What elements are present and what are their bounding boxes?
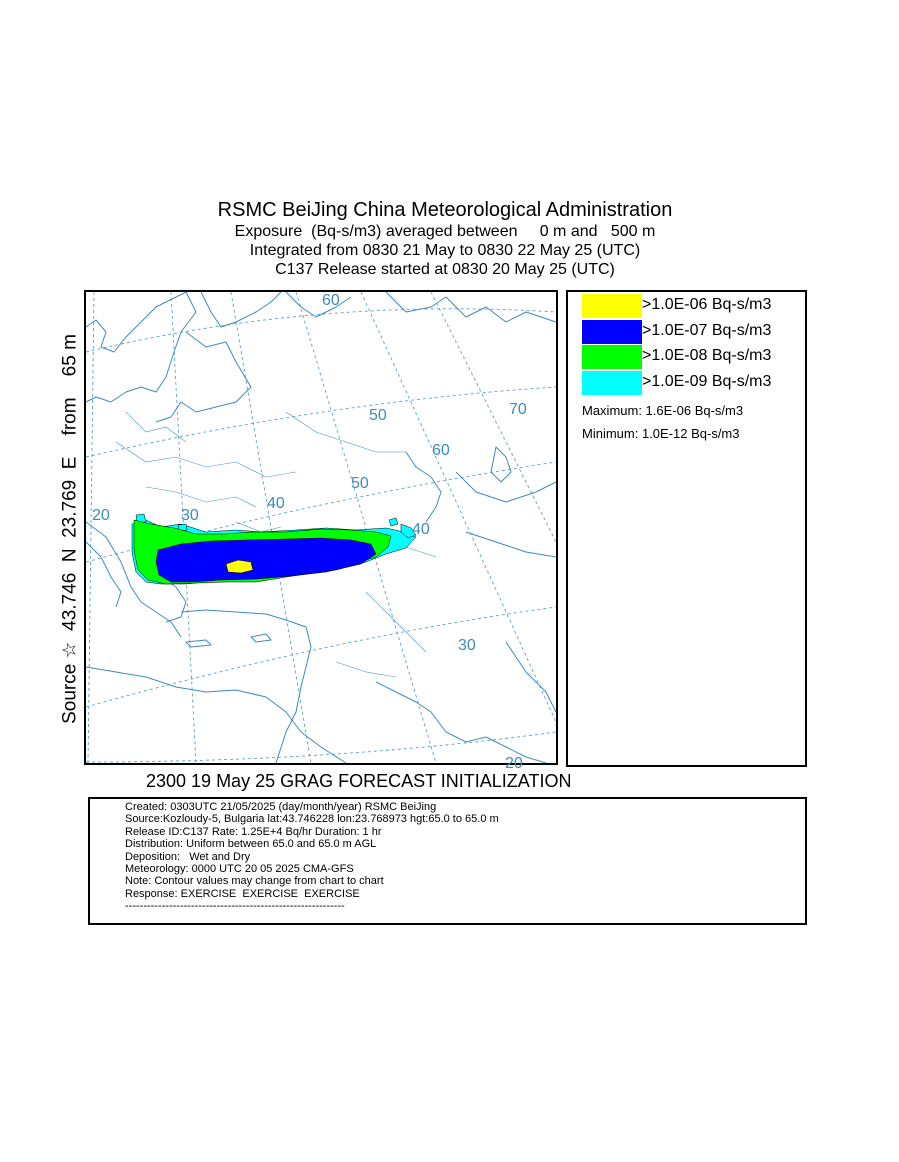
india-north: [506, 642, 556, 712]
run-info-box: [88, 797, 807, 925]
legend-item-1e-06: [582, 294, 802, 318]
grid-label-lon-20: 20: [92, 507, 110, 524]
source-location-label: Source ☆ 43.746 N 23.769 E from 65 m: [59, 334, 81, 724]
aral-sea: [491, 447, 511, 482]
legend-item-1e-09: [582, 371, 802, 395]
legend-minimum: Minimum: 1.0E-12 Bq-s/m3: [582, 426, 740, 441]
legend-swatch-blue: [582, 320, 642, 344]
longitude-line-70: [431, 292, 556, 542]
africa-north: [86, 667, 286, 712]
legend-swatch-green: [582, 345, 642, 369]
barents-coast: [386, 292, 556, 322]
info-distribution: Distribution: Uniform between 65.0 and 65.0 m AGL: [125, 838, 377, 851]
legend-item-1e-08: [582, 345, 802, 369]
legend-panel: [566, 290, 807, 767]
white-sea: [286, 292, 351, 317]
info-deposition: Deposition: Wet and Dry: [125, 850, 251, 863]
grid-label-lat-40: 40: [267, 495, 285, 512]
map-canvas: [86, 292, 556, 772]
legend-swatch-cyan: [582, 371, 642, 395]
grid-label-lat-30: 30: [458, 637, 476, 654]
legend-label: >1.0E-07 Bq-s/m3: [642, 322, 772, 339]
legend-swatch-yellow: [582, 294, 642, 318]
main-title: RSMC BeiJing China Meteorological Administration: [217, 199, 673, 221]
latitude-line-60: [86, 309, 556, 352]
legend-label: >1.0E-06 Bq-s/m3: [642, 296, 772, 313]
caspian-north: [406, 452, 441, 522]
info-release: Release ID:C137 Rate: 1.25E+4 Bq/hr Duration: 1 hr: [125, 825, 382, 838]
source-location-label-container: [56, 290, 84, 768]
info-response: Response: EXERCISE EXERCISE EXERCISE: [125, 887, 360, 900]
chart-header: [84, 198, 806, 279]
longitude-line-40: [231, 292, 311, 763]
release-line: C137 Release started at 0830 20 May 25 (UTC): [275, 261, 615, 278]
grid-label-lon-70: 70: [509, 401, 527, 418]
dispersion-map: [84, 290, 558, 772]
grid-label-lat-40-east: 40: [412, 521, 430, 538]
cyprus: [251, 634, 271, 642]
grid-label-lon-30: 30: [181, 507, 199, 524]
exposure-line: Exposure (Bq-s/m3) averaged between 0 m and 500 m: [234, 223, 656, 240]
forecast-initialization-label: 2300 19 May 25 GRAG FORECAST INITIALIZATION: [146, 771, 572, 791]
integration-line: Integrated from 0830 21 May to 0830 22 May 25 (UTC): [249, 242, 641, 259]
legend-item-1e-07: [582, 320, 802, 344]
longitude-line-60: [361, 292, 556, 722]
central-asia: [456, 472, 556, 557]
italy: [86, 542, 121, 607]
info-meteorology: Meteorology: 0000 UTC 20 05 2025 CMA-GFS: [125, 863, 354, 876]
levant-coast: [276, 627, 311, 763]
legend-label: >1.0E-08 Bq-s/m3: [642, 347, 772, 364]
info-source: Source:Kozloudy-5, Bulgaria lat:43.746228 lon:23.768973 hgt:65.0 to 65.0 m: [125, 813, 499, 826]
grid-label-lat-20: 20: [505, 755, 523, 772]
grid-label-lon-50: 50: [351, 475, 369, 492]
latitude-line-30: [86, 607, 556, 707]
legend-maximum: Maximum: 1.6E-06 Bq-s/m3: [582, 403, 744, 418]
info-note: Note: Contour values may change from chart to chart: [125, 875, 384, 888]
persian-gulf: [376, 682, 486, 742]
grid-label-lon-60: 60: [432, 442, 450, 459]
scandinavia-coast: [86, 292, 196, 402]
info-separator: ------------------------------------------------------------: [125, 900, 345, 913]
finland-coast: [201, 292, 281, 327]
grid-label-lat-50: 50: [369, 407, 387, 424]
baltic-coast: [156, 332, 251, 422]
info-created: Created: 0303UTC 21/05/2025 (day/month/year) RSMC BeiJing: [125, 801, 437, 813]
plume-blue: [156, 538, 376, 582]
grid-label-lat-60: 60: [322, 292, 340, 309]
legend-label: >1.0E-09 Bq-s/m3: [642, 373, 772, 390]
